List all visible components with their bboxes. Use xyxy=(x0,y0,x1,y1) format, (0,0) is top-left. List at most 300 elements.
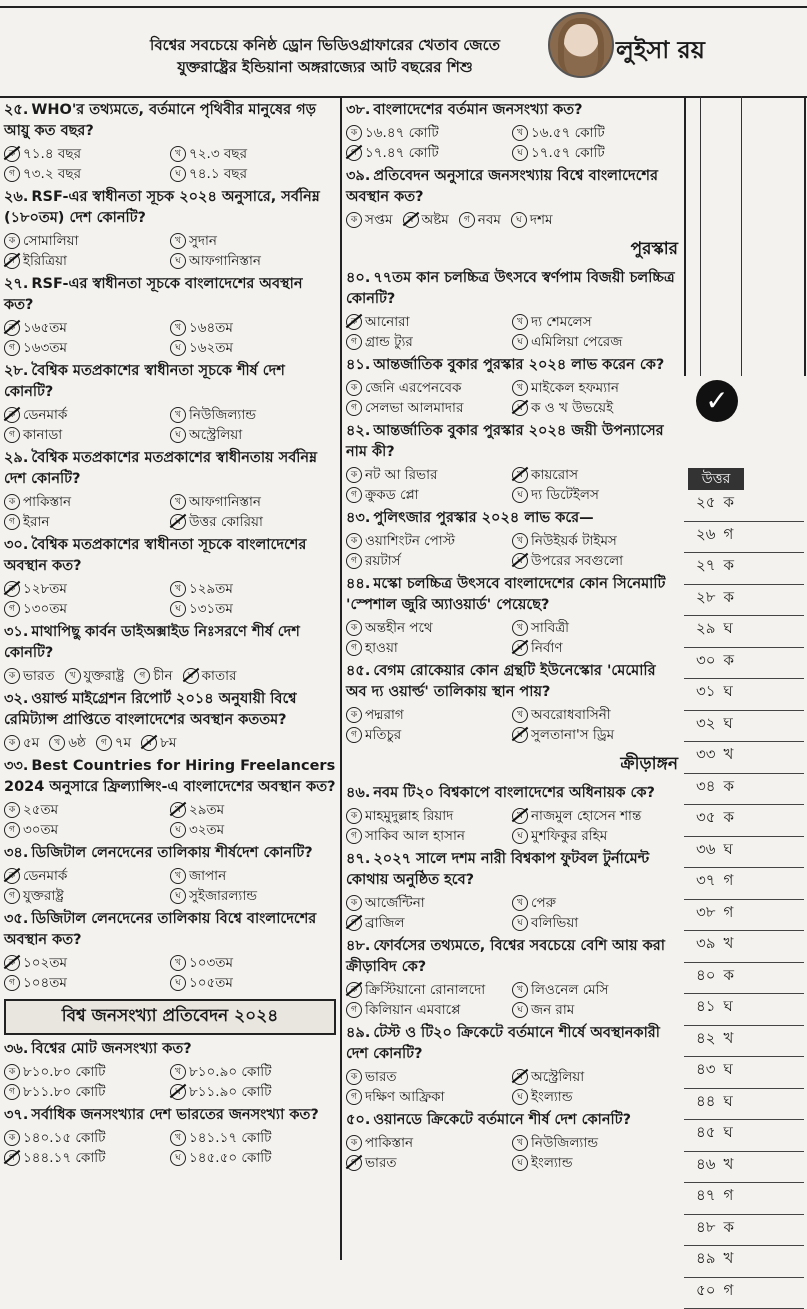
answer-row xyxy=(684,837,804,869)
option xyxy=(4,666,55,686)
option-marker: গ xyxy=(4,340,20,356)
option-text: ১২৯তম xyxy=(189,581,233,597)
question-number: ৩৯. xyxy=(346,168,370,184)
option-text: ৮১০.৮০ কোটি xyxy=(23,1064,105,1080)
option-marker: খ xyxy=(512,707,528,723)
question xyxy=(346,849,678,891)
answer-number: ৫০ xyxy=(696,1281,716,1299)
option-text: সুদান xyxy=(189,233,217,249)
option-marker: ক xyxy=(4,1130,20,1146)
answer-letter: গ xyxy=(724,1186,734,1204)
option-marker: খ xyxy=(512,808,528,824)
option-marker: ঘ xyxy=(183,668,199,684)
option-text: ১৪১.১৭ কোটি xyxy=(189,1130,271,1146)
option-marker: খ xyxy=(512,895,528,911)
option xyxy=(346,210,393,230)
option-marker: গ xyxy=(346,553,362,569)
option-text: ইংল্যান্ড xyxy=(531,1155,573,1171)
option-marker: ক xyxy=(346,314,362,330)
answer-row xyxy=(684,1089,804,1121)
answer-letter: গ xyxy=(724,903,734,921)
answer-number: ২৮ xyxy=(696,588,716,606)
option-marker: খ xyxy=(403,212,419,228)
option-marker: ক xyxy=(346,1069,362,1085)
answer-letter: খ xyxy=(724,745,734,763)
option-text: ভারত xyxy=(23,668,55,684)
question xyxy=(346,166,678,208)
option-text: অস্ট্রেলিয়া xyxy=(189,427,242,443)
question-text: বৈশ্বিক মতপ্রকাশের মতপ্রকাশের স্বাধীনতায় সর্বনিম্ন দেশ কোনটি? xyxy=(4,450,317,487)
option-marker: ক xyxy=(4,735,20,751)
answer-letter: ক xyxy=(724,493,735,511)
option xyxy=(4,866,170,886)
option-text: সুইজারল্যান্ড xyxy=(189,888,257,904)
question xyxy=(346,100,678,121)
option-text: পদ্মরাগ xyxy=(365,707,404,723)
option xyxy=(346,1087,512,1107)
option-text: চীন xyxy=(153,668,172,684)
option-text: আফগানিস্তান xyxy=(189,494,261,510)
option-marker: গ xyxy=(4,975,20,991)
question xyxy=(4,1105,336,1126)
option xyxy=(346,531,512,551)
question-text: RSF-এর স্বাধীনতা সূচক ২০২৪ অনুসারে, সর্বনিম্ন (১৮০তম) দেশ কোনটি? xyxy=(4,189,320,226)
question xyxy=(346,783,678,804)
option-marker: গ xyxy=(134,668,150,684)
question-number: ২৫. xyxy=(4,102,28,118)
answer-number: ৪৯ xyxy=(696,1249,715,1267)
option-text: ডেনমার্ক xyxy=(23,868,67,884)
answer-letter: ক xyxy=(723,1218,734,1236)
option-marker: ঘ xyxy=(170,888,186,904)
question-number: ৪৮. xyxy=(346,938,370,954)
question xyxy=(4,361,336,403)
answer-number: ২৬ xyxy=(696,525,716,543)
question xyxy=(346,508,678,529)
option-text: ২৯তম xyxy=(189,802,224,818)
option-marker: ঘ xyxy=(512,828,528,844)
question-text: বৈশ্বিক মতপ্রকাশের স্বাধীনতা সূচকে শীর্ষ দেশ কোনটি? xyxy=(4,363,285,400)
question-number: ৪৭. xyxy=(346,851,370,867)
question-text: WHO'র তথ্যমতে, বর্তমানে পৃথিবীর মানুষের গড় আয়ু কত বছর? xyxy=(4,102,316,139)
answer-letter: ক xyxy=(724,588,735,606)
answer-number: ৩৩ xyxy=(696,745,716,763)
option xyxy=(170,1128,336,1148)
option xyxy=(512,913,678,933)
option-marker: খ xyxy=(512,533,528,549)
option-marker: ঘ xyxy=(170,253,186,269)
option-text: ৭১.৪ বছর xyxy=(23,146,81,162)
option-marker: খ xyxy=(512,620,528,636)
option-marker: গ xyxy=(4,1150,20,1166)
option-marker: ক xyxy=(346,982,362,998)
answer-letter: ক xyxy=(724,777,735,795)
option xyxy=(170,866,336,886)
question-text: বৈশ্বিক মতপ্রকাশের স্বাধীনতা সূচকে বাংলাদেশের অবস্থান কত? xyxy=(4,537,306,574)
options xyxy=(346,210,678,230)
option-marker: ক xyxy=(346,808,362,824)
person-name: লুইসা রয় xyxy=(616,32,705,72)
option xyxy=(512,485,678,505)
option xyxy=(346,485,512,505)
question-text: আন্তর্জাতিক বুকার পুরস্কার ২০২৪ জয়ী উপন্যাসের নাম কী? xyxy=(346,423,664,460)
option-marker: ঘ xyxy=(512,1155,528,1171)
option xyxy=(4,251,170,271)
option-text: আফগানিস্তান xyxy=(189,253,261,269)
answer-row xyxy=(684,711,804,743)
option-marker: খ xyxy=(170,868,186,884)
option-text: নিউইয়র্ক টাইমস xyxy=(531,533,617,549)
option xyxy=(170,512,336,532)
option-marker: গ xyxy=(346,487,362,503)
option-text: সুলতানা'স ড্রিম xyxy=(531,727,614,743)
option-marker: ঘ xyxy=(512,640,528,656)
option-marker: খ xyxy=(170,407,186,423)
option-text: অস্ট্রেলিয়া xyxy=(531,1069,584,1085)
option xyxy=(346,143,512,163)
answer-number: ৪০ xyxy=(696,966,716,984)
option-marker: ক xyxy=(4,494,20,510)
option xyxy=(4,800,170,820)
question xyxy=(4,274,336,316)
answer-row xyxy=(684,1026,804,1058)
option xyxy=(346,312,512,332)
answer-letter: ঘ xyxy=(723,997,732,1015)
option xyxy=(346,378,512,398)
answer-number: ৩৮ xyxy=(696,903,716,921)
answer-row xyxy=(684,963,804,995)
question-number: ৪৩. xyxy=(346,510,370,526)
option-text: জন রাম xyxy=(531,1002,574,1018)
option-marker: ঘ xyxy=(170,340,186,356)
options xyxy=(346,312,678,352)
options xyxy=(346,893,678,933)
question xyxy=(4,756,336,798)
option-marker: গ xyxy=(96,735,112,751)
option-text: ১৬.৪৭ কোটি xyxy=(365,125,439,141)
question xyxy=(4,909,336,951)
answer-row xyxy=(684,900,804,932)
option-text: ক ও খ উভয়েই xyxy=(531,400,613,416)
option-marker: খ xyxy=(512,982,528,998)
option-text: ১০২তম xyxy=(23,955,67,971)
left-column xyxy=(4,100,336,1171)
option xyxy=(170,579,336,599)
answer-number: ৪৫ xyxy=(696,1123,715,1141)
option xyxy=(512,638,678,658)
option-marker: খ xyxy=(170,1064,186,1080)
option-text: সাকিব আল হাসান xyxy=(365,828,465,844)
question-number: ৩৫. xyxy=(4,911,28,927)
option-marker: খ xyxy=(512,314,528,330)
answer-row xyxy=(684,585,804,617)
option xyxy=(4,231,170,251)
options xyxy=(4,953,336,993)
option-text: দশম xyxy=(530,212,553,228)
option xyxy=(512,705,678,725)
option-marker: ঘ xyxy=(512,487,528,503)
option xyxy=(170,953,336,973)
options xyxy=(346,806,678,846)
option-marker: গ xyxy=(346,828,362,844)
option-marker: গ xyxy=(4,888,20,904)
question-text: ২০২৭ সালে দশম নারী বিশ্বকাপ ফুটবল টুর্নামেন্ট কোথায় অনুষ্ঠিত হবে? xyxy=(346,851,649,888)
option-text: ৭৩.২ বছর xyxy=(23,166,81,182)
option-marker: খ xyxy=(170,802,186,818)
question-text: প্রতিবেদন অনুসারে জনসংখ্যায় বিশ্বে বাংলাদেশের অবস্থান কত? xyxy=(346,168,658,205)
question-number: ২৮. xyxy=(4,363,28,379)
option xyxy=(346,465,512,485)
option-marker: গ xyxy=(4,427,20,443)
option-text: ডেনমার্ক xyxy=(23,407,67,423)
header-banner xyxy=(110,34,540,80)
answer-row xyxy=(684,1183,804,1215)
question xyxy=(346,421,678,463)
option-marker: ক xyxy=(4,146,20,162)
option-text: ক্রুকড প্লো xyxy=(365,487,419,503)
option-marker: খ xyxy=(512,467,528,483)
option-text: পাকিস্তান xyxy=(23,494,71,510)
answer-number: ৩৯ xyxy=(696,934,716,952)
question-number: ৩১. xyxy=(4,624,28,640)
option-text: ১৪৪.১৭ কোটি xyxy=(23,1150,105,1166)
answer-row xyxy=(684,648,804,680)
option-text: আনোরা xyxy=(365,314,410,330)
options xyxy=(4,579,336,619)
answer-number: ৪৭ xyxy=(696,1186,716,1204)
option xyxy=(4,733,39,753)
option-text: নবম xyxy=(478,212,501,228)
answer-number: ৩১ xyxy=(696,682,716,700)
option-text: অন্তহীন পথে xyxy=(365,620,433,636)
question-text: বেগম রোকেয়ার কোন গ্রন্থটি ইউনেস্কোর 'মেমোরি অব দ্য ওয়ার্ল্ড' তালিকায় স্থান পায়? xyxy=(346,663,656,700)
option-text: ১৬৩তম xyxy=(23,340,67,356)
option-marker: ক xyxy=(346,533,362,549)
header-line2: যুক্তরাষ্ট্রের ইন্ডিয়ানা অঙ্গরাজ্যের আট বছরের শিশু xyxy=(110,56,540,78)
answer-number: ৪৬ xyxy=(696,1155,716,1173)
side-box xyxy=(684,96,806,376)
option xyxy=(170,338,336,358)
option xyxy=(170,800,336,820)
option xyxy=(170,251,336,271)
option xyxy=(346,826,512,846)
option xyxy=(512,465,678,485)
option xyxy=(346,705,512,725)
option xyxy=(346,1000,512,1020)
option-marker: গ xyxy=(346,1002,362,1018)
option xyxy=(170,599,336,619)
option-marker: ঘ xyxy=(170,822,186,838)
options xyxy=(4,405,336,445)
answer-row xyxy=(684,805,804,837)
option xyxy=(170,405,336,425)
question-text: টেস্ট ও টি২০ ক্রিকেটে বর্তমানে শীর্ষে অবস্থানকারী দেশ কোনটি? xyxy=(346,1025,660,1062)
question-number: ৩৩. xyxy=(4,758,28,774)
option-text: অষ্টম xyxy=(422,212,449,228)
option xyxy=(512,725,678,745)
question-text: নবম টি২০ বিশ্বকাপে বাংলাদেশের অধিনায়ক কে? xyxy=(373,785,655,801)
answer-number: ৩৫ xyxy=(696,808,716,826)
option-text: ইরান xyxy=(23,514,49,530)
option-text: ৮১১.৯০ কোটি xyxy=(189,1084,271,1100)
option-text: ১৭.৫৭ কোটি xyxy=(531,145,605,161)
option xyxy=(512,123,678,143)
options xyxy=(4,492,336,532)
answer-row xyxy=(684,490,804,522)
option xyxy=(170,164,336,184)
check-icon: ✓ xyxy=(696,380,738,422)
question-number: ২৬. xyxy=(4,189,28,205)
option-marker: ঘ xyxy=(512,553,528,569)
option-marker: খ xyxy=(170,581,186,597)
option-text: ইংল্যান্ড xyxy=(531,1089,573,1105)
option-text: নট আ রিভার xyxy=(365,467,437,483)
answer-number: ২৭ xyxy=(696,556,716,574)
question-number: ৫০. xyxy=(346,1112,370,1128)
answer-letter: খ xyxy=(723,1249,733,1267)
options xyxy=(4,666,336,686)
option xyxy=(4,1082,170,1102)
answer-number: ৩৭ xyxy=(696,871,716,889)
option xyxy=(170,492,336,512)
question-number: ৩৬. xyxy=(4,1041,28,1057)
option-text: ভারত xyxy=(365,1155,397,1171)
options xyxy=(346,123,678,163)
option xyxy=(4,1148,170,1168)
option-text: ১৭.৪৭ কোটি xyxy=(365,145,439,161)
option xyxy=(4,318,170,338)
option-text: ৮ম xyxy=(160,735,176,751)
answer-letter: ঘ xyxy=(724,714,733,732)
answer-rows xyxy=(684,490,804,1309)
option-text: ব্রাজিল xyxy=(365,915,405,931)
option-marker: গ xyxy=(4,514,20,530)
answer-letter: ঘ xyxy=(723,1123,732,1141)
question-text: ফোর্বসের তথ্যমতে, বিশ্বের সবচেয়ে বেশি আয় করা ক্রীড়াবিদ কে? xyxy=(346,938,665,975)
option xyxy=(512,1067,678,1087)
option-text: জেনি এরপেনবেক xyxy=(365,380,462,396)
option-marker: ক xyxy=(4,868,20,884)
side-box-inner xyxy=(700,96,742,376)
option xyxy=(346,638,512,658)
question-text: সর্বাধিক জনসংখ্যার দেশ ভারতের জনসংখ্যা কত? xyxy=(31,1107,318,1123)
question xyxy=(4,448,336,490)
answer-number: ৪৩ xyxy=(696,1060,716,1078)
option-marker: ক xyxy=(4,802,20,818)
option-text: ৬ষ্ঠ xyxy=(68,735,86,751)
answer-number: ৩৪ xyxy=(696,777,716,795)
answer-row xyxy=(684,1215,804,1247)
option xyxy=(4,1128,170,1148)
option-text: নির্বাণ xyxy=(531,640,563,656)
answer-letter: গ xyxy=(724,871,734,889)
option xyxy=(141,733,176,753)
option xyxy=(65,666,125,686)
question xyxy=(4,689,336,731)
options xyxy=(346,705,678,745)
option-text: নিউজিল্যান্ড xyxy=(189,407,256,423)
option-marker: গ xyxy=(4,166,20,182)
option-marker: গ xyxy=(346,334,362,350)
option xyxy=(346,725,512,745)
question xyxy=(4,100,336,142)
answer-row xyxy=(684,553,804,585)
option-text: ৮১০.৯০ কোটি xyxy=(189,1064,271,1080)
option-text: মাহমুদুল্লাহ রিয়াদ xyxy=(365,808,453,824)
option-text: ১৬২তম xyxy=(189,340,233,356)
answer-letter: ক xyxy=(724,966,735,984)
answer-row xyxy=(684,868,804,900)
option-text: ইরিত্রিয়া xyxy=(23,253,67,269)
option xyxy=(512,826,678,846)
option-text: নাজমুল হোসেন শান্ত xyxy=(531,808,641,824)
question-text: মস্কো চলচ্চিত্র উৎসবে বাংলাদেশের কোন সিনেমাটি 'স্পেশাল জুরি অ্যাওয়ার্ড' পেয়েছে? xyxy=(346,576,665,613)
option-text: সপ্তম xyxy=(365,212,393,228)
option-marker: ক xyxy=(4,233,20,249)
answer-letter: ঘ xyxy=(724,1060,733,1078)
option-marker: ক xyxy=(346,467,362,483)
option-marker: ঘ xyxy=(512,334,528,350)
option xyxy=(4,405,170,425)
option-marker: ঘ xyxy=(512,1002,528,1018)
question-text: ডিজিটাল লেনদেনের তালিকায় বিশ্বে বাংলাদেশের অবস্থান কত? xyxy=(4,911,316,948)
question-number: ৪১. xyxy=(346,357,370,373)
option xyxy=(4,425,170,445)
option xyxy=(512,531,678,551)
option-marker: ঘ xyxy=(170,1150,186,1166)
question-number: ৩৭. xyxy=(4,1107,28,1123)
answer-letter: ঘ xyxy=(724,619,733,637)
option xyxy=(512,1087,678,1107)
question xyxy=(4,1039,336,1060)
option-marker: ঘ xyxy=(170,1084,186,1100)
option-text: হাওয়া xyxy=(365,640,398,656)
option xyxy=(170,973,336,993)
question xyxy=(346,936,678,978)
options xyxy=(346,531,678,571)
option xyxy=(4,512,170,532)
question-number: ৪০. xyxy=(346,270,370,286)
option-marker: খ xyxy=(170,233,186,249)
question-number: ৩৮. xyxy=(346,102,370,118)
answer-row xyxy=(684,994,804,1026)
option-marker: ঘ xyxy=(511,212,527,228)
option-marker: খ xyxy=(65,668,81,684)
option xyxy=(170,144,336,164)
question xyxy=(4,535,336,577)
option xyxy=(170,1148,336,1168)
question-number: ৪৫. xyxy=(346,663,370,679)
right-column xyxy=(346,100,678,1176)
option xyxy=(512,312,678,332)
option-marker: ঘ xyxy=(512,727,528,743)
top-border xyxy=(0,6,807,8)
answer-row xyxy=(684,679,804,711)
option-marker: খ xyxy=(512,1069,528,1085)
options xyxy=(4,800,336,840)
option xyxy=(346,980,512,1000)
option xyxy=(512,1153,678,1173)
answer-letter: গ xyxy=(724,1281,734,1299)
answer-number: ৪৮ xyxy=(696,1218,715,1236)
option-text: ১৬৪তম xyxy=(189,320,233,336)
options xyxy=(4,1062,336,1102)
option xyxy=(183,666,237,686)
answer-letter: ঘ xyxy=(723,1092,732,1110)
options xyxy=(4,318,336,358)
section-title: ক্রীড়াঙ্গন xyxy=(346,751,678,779)
option-marker: গ xyxy=(346,1089,362,1105)
